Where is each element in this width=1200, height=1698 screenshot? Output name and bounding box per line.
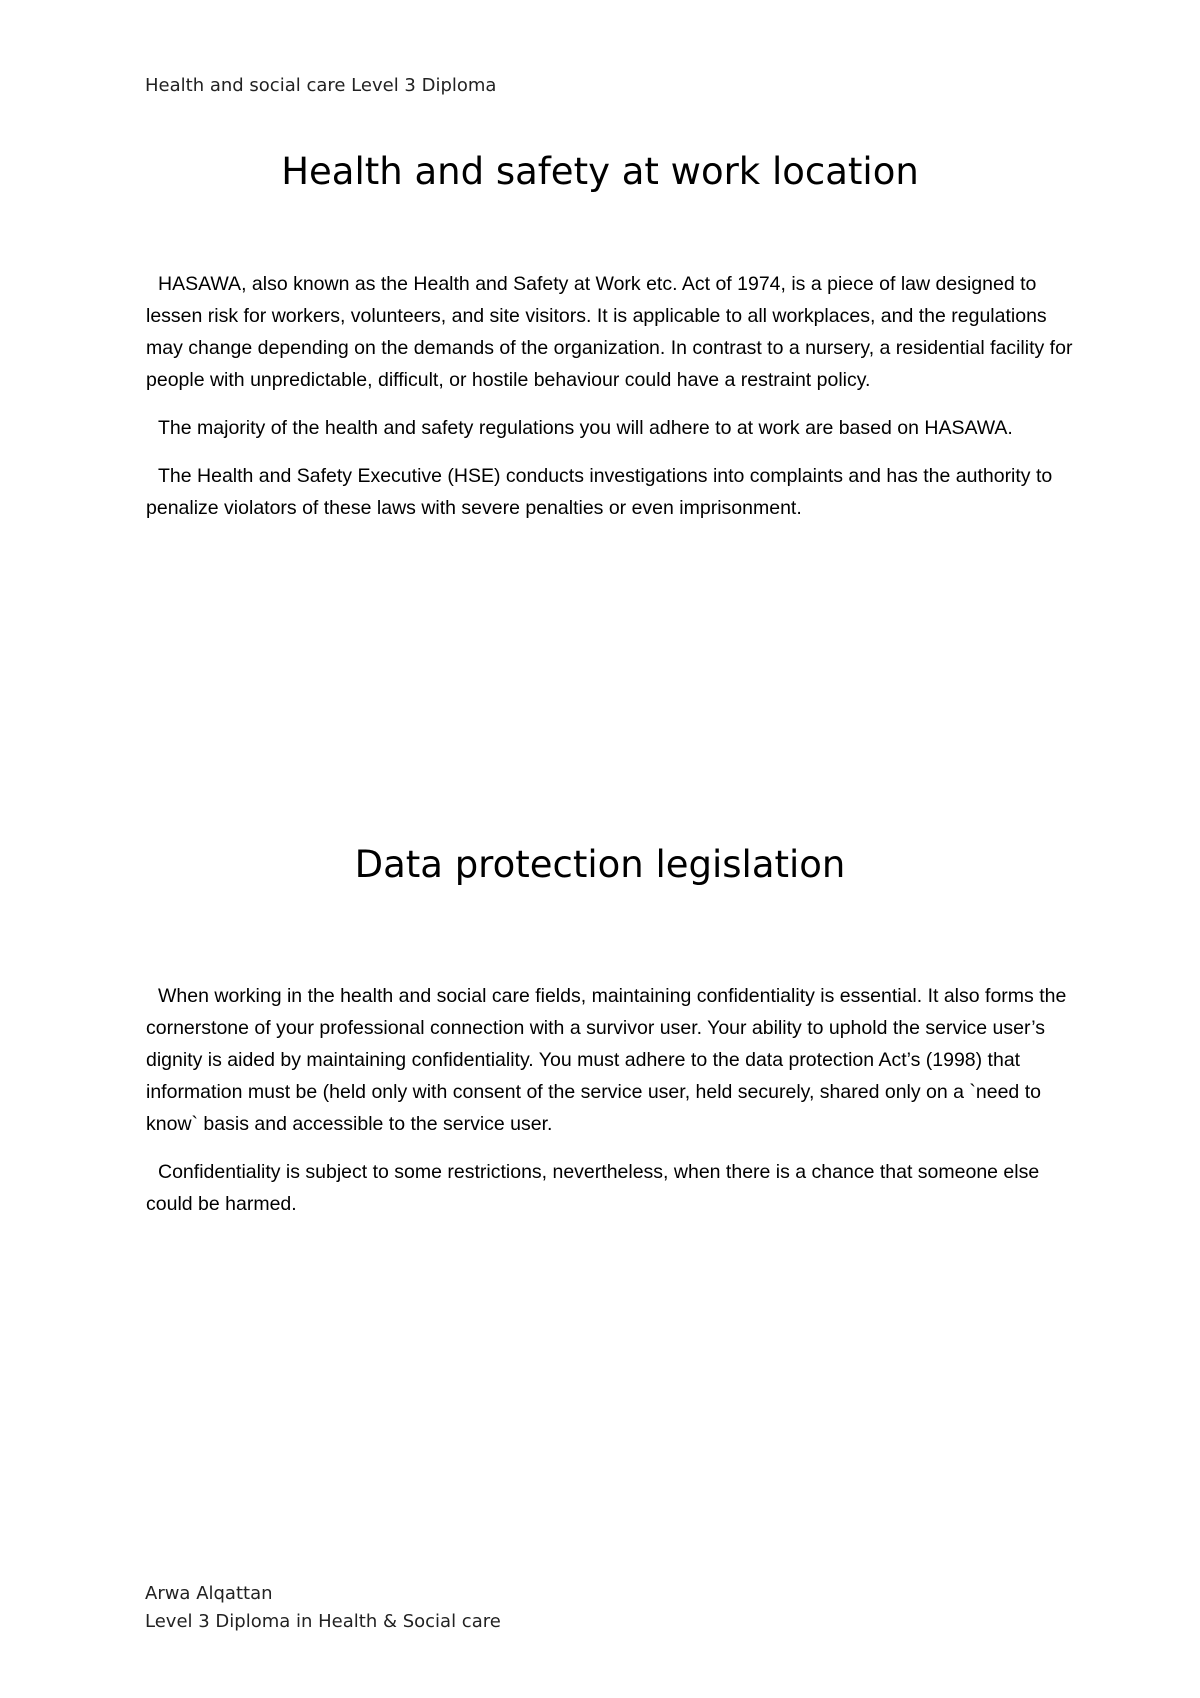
- paragraph: When working in the health and social care fields, maintaining confidentiality is essential. It also forms the cornerstone of your professional connection with a survivor user. Your ability to uphold the service user’s dignity is aided by maintaining confidentiality. You must adhere to the data protection Act’s (1998) that information must be (held only with consent of the service user, held securely, shared only on a `need to know` basis and accessible to the service user.: [146, 985, 1067, 1135]
- footer-author: Arwa Alqattan: [145, 1583, 273, 1604]
- section-title-data-protection: Data protection legislation: [354, 843, 846, 886]
- footer-course: Level 3 Diploma in Health & Social care: [145, 1611, 501, 1632]
- page-footer: [145, 1580, 501, 1636]
- page-header: Health and social care Level 3 Diploma: [145, 75, 497, 96]
- paragraph: HASAWA, also known as the Health and Safety at Work etc. Act of 1974, is a piece of law designed to lessen risk for workers, volunteers, and site visitors. It is applicable to all workplaces, and the regulations may change depending on the demands of the organization. In contrast to a nursery, a residential facility for people with unpredictable, difficult, or hostile behaviour could have a restraint policy.: [146, 273, 1073, 391]
- section-body-health-safety: [146, 268, 1076, 540]
- paragraph: The Health and Safety Executive (HSE) conducts investigations into complaints and has the authority to penalize violators of these laws with severe penalties or even imprisonment.: [146, 465, 1053, 519]
- section-body-data-protection: [146, 980, 1076, 1236]
- section-title-health-safety: Health and safety at work location: [281, 150, 919, 193]
- paragraph: The majority of the health and safety regulations you will adhere to at work are based on HASAWA.: [158, 417, 1013, 439]
- paragraph: Confidentiality is subject to some restrictions, nevertheless, when there is a chance that someone else could be harmed.: [146, 1161, 1040, 1215]
